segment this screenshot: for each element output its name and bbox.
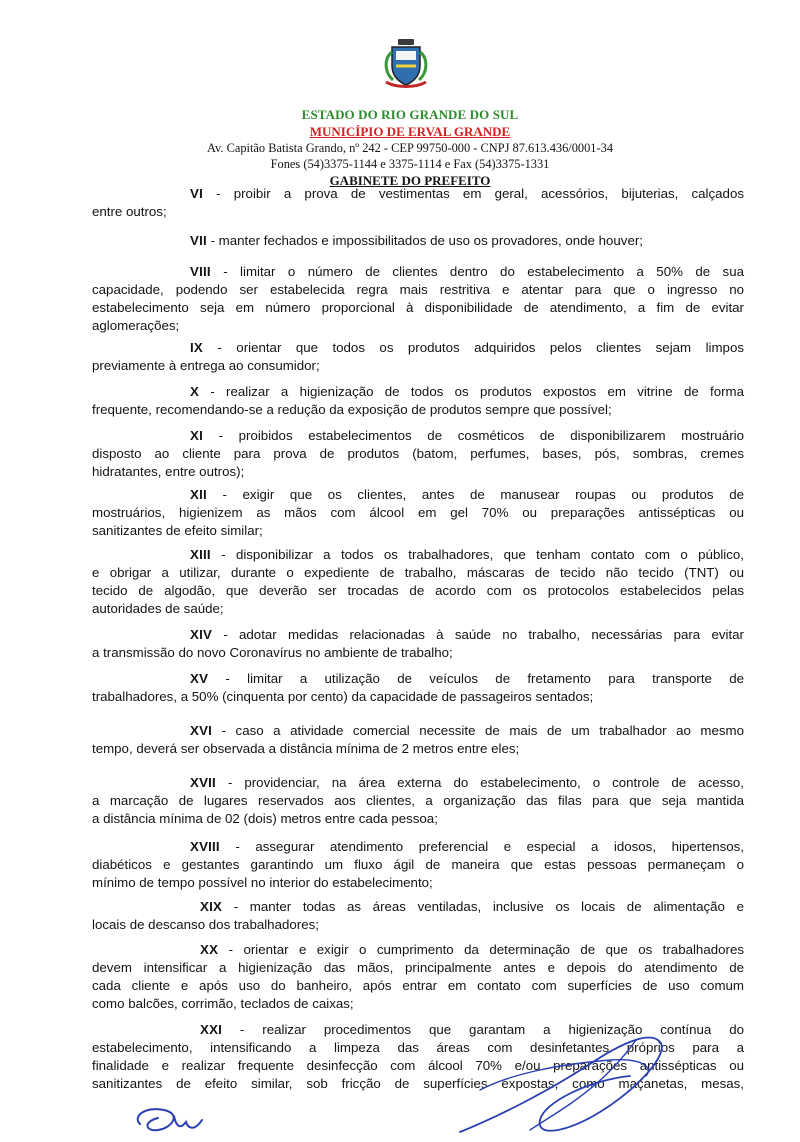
clause-number: IX bbox=[190, 340, 203, 355]
clause-text-line: a distância mínima de 02 (dois) metros entre cada pessoa; bbox=[92, 811, 438, 826]
clause-text-line: entre outros; bbox=[92, 204, 167, 219]
clause-text-line: - manter todas as áreas ventiladas, inclusive os locais de alimentação e bbox=[233, 899, 744, 914]
clause-text-line: a marcação de lugares reservados aos clientes, a organização das filas para que seja mantida bbox=[92, 793, 744, 808]
clause-number: XVIII bbox=[190, 839, 220, 854]
clause-number: XVI bbox=[190, 723, 213, 738]
clause-paragraph bbox=[92, 383, 744, 419]
clause-number: XV bbox=[190, 671, 209, 686]
clause-text-line: e obrigar a utilizar, durante o expediente de trabalho, máscaras de tecido não tecido (TNT) ou bbox=[92, 565, 744, 580]
clause-paragraph bbox=[92, 838, 744, 892]
clause-paragraph bbox=[92, 722, 744, 758]
clause-paragraph bbox=[92, 427, 744, 481]
clause-text-line: - orientar e exigir o cumprimento da determinação de que os trabalhadores bbox=[228, 942, 744, 957]
clause-text-line: frequente, recomendando-se a redução da exposição de produtos sempre que possível; bbox=[92, 402, 612, 417]
clause-text-line: - limitar o número de clientes dentro do estabelecimento a 50% de sua bbox=[223, 264, 744, 279]
clause-number: XII bbox=[190, 487, 207, 502]
clause-number: XXI bbox=[200, 1022, 223, 1037]
clause-paragraph bbox=[92, 339, 744, 375]
clause-number: XIX bbox=[200, 899, 223, 914]
clause-text-line: tempo, deverá ser observada a distância mínima de 2 metros entre eles; bbox=[92, 741, 520, 756]
clause-paragraph bbox=[92, 626, 744, 662]
clause-paragraph bbox=[92, 774, 744, 828]
clause-text-line: tecido de algodão, que deverão ser trocadas de acordo com os protocolos estabelecidos pelas bbox=[92, 583, 744, 598]
address-line: Av. Capitão Batista Grando, nº 242 - CEP 99750-000 - CNPJ 87.613.436/0001-34 bbox=[206, 141, 614, 155]
clause-text-line: previamente à entrega ao consumidor; bbox=[92, 358, 320, 373]
clause-text-line: disposto ao cliente para prova de produtos (batom, perfumes, bases, pós, sombras, cremes bbox=[92, 446, 744, 461]
clause-number: X bbox=[190, 384, 200, 399]
clause-text-line: estabelecimento seja em número proporcional à disponibilidade de atendimento, a fim de evitar bbox=[92, 300, 744, 315]
clause-number: VIII bbox=[190, 264, 211, 279]
clause-text-line: aglomerações; bbox=[92, 318, 180, 333]
clause-text-line: - realizar procedimentos que garantam a higienização contínua do bbox=[239, 1022, 744, 1037]
clause-text-line: sanitizantes de efeito similar, sob fricção de superfícies expostas, como maçanetas, mesas, bbox=[92, 1076, 744, 1091]
clause-paragraph bbox=[92, 670, 744, 706]
clause-paragraph bbox=[92, 486, 744, 540]
clause-paragraph bbox=[92, 546, 744, 618]
clause-number: XIV bbox=[190, 627, 213, 642]
clause-text-line: - assegurar atendimento preferencial e especial a idosos, hipertensos, bbox=[235, 839, 745, 854]
clause-text-line: sanitizantes de efeito similar; bbox=[92, 523, 263, 538]
clause-text-line: mínimo de tempo possível no interior do estabelecimento; bbox=[92, 875, 433, 890]
clause-text-line: estabelecimento, intensificando a limpeza das áreas com desinfetantes próprios para a bbox=[92, 1040, 744, 1055]
clause-number: XIII bbox=[190, 547, 211, 562]
clause-text-line: - providenciar, na área externa do estabelecimento, o controle de acesso, bbox=[227, 775, 744, 790]
clause-paragraph bbox=[92, 263, 744, 335]
clause-number: XI bbox=[190, 428, 203, 443]
clause-text-line: finalidade e realizar frequente desinfecção com álcool 70% e/ou preparações antissépticas ou bbox=[92, 1058, 744, 1073]
clause-number: XVII bbox=[190, 775, 216, 790]
clause-number: XX bbox=[200, 942, 219, 957]
clause-paragraph bbox=[92, 941, 744, 1013]
clause-text-line: autoridades de saúde; bbox=[92, 601, 224, 616]
clause-text-line: cada cliente e após uso do banheiro, após entrar em contato com superfícies de uso comum bbox=[92, 978, 744, 993]
clause-text-line: como balcões, corrimão, teclados de caixas; bbox=[92, 996, 354, 1011]
clause-text-line: a transmissão do novo Coronavírus no ambiente de trabalho; bbox=[92, 645, 453, 660]
clause-text-line: - caso a atividade comercial necessite de mais de um trabalhador ao mesmo bbox=[221, 723, 744, 738]
signature-initials bbox=[128, 1098, 228, 1142]
state-heading: ESTADO DO RIO GRANDE DO SUL bbox=[301, 107, 519, 122]
clause-text-line: - disponibilizar a todos os trabalhadores, que tenham contato com o público, bbox=[221, 547, 744, 562]
clause-text-line: - proibidos estabelecimentos de cosméticos de disponibilizarem mostruário bbox=[218, 428, 744, 443]
clause-text-line: trabalhadores, a 50% (cinquenta por cento) da capacidade de passageiros sentados; bbox=[92, 689, 594, 704]
clause-text-line: locais de descanso dos trabalhadores; bbox=[92, 917, 319, 932]
signature-mayor bbox=[440, 1020, 680, 1142]
clause-text-line: - adotar medidas relacionadas à saúde no trabalho, necessárias para evitar bbox=[223, 627, 744, 642]
clause-text-line: mostruários, higienizem as mãos com álcool em gel 70% ou preparações antissépticas ou bbox=[92, 505, 744, 520]
clause-paragraph bbox=[92, 185, 744, 221]
clause-text-line: - orientar que todos os produtos adquiridos pelos clientes sejam limpos bbox=[217, 340, 744, 355]
clause-text-line: - manter fechados e impossibilitados de uso os provadores, onde houver; bbox=[210, 233, 643, 248]
municipal-crest-icon bbox=[381, 38, 431, 90]
clause-text-line: - proibir a prova de vestimentas em geral, acessórios, bijuterias, calçados bbox=[216, 186, 744, 201]
clause-text-line: - realizar a higienização de todos os produtos expostos em vitrine de forma bbox=[210, 384, 744, 399]
clause-text-line: capacidade, podendo ser estabelecida regra mais restritiva e atentar para que o ingresso no bbox=[92, 282, 744, 297]
clause-text-line: hidratantes, entre outros); bbox=[92, 464, 245, 479]
clause-text-line: - exigir que os clientes, antes de manusear roupas ou produtos de bbox=[222, 487, 744, 502]
clause-paragraph bbox=[92, 232, 744, 250]
clause-text-line: - limitar a utilização de veículos de fretamento para transporte de bbox=[225, 671, 744, 686]
clause-text-line: diabéticos e gestantes garantindo um fluxo ágil de maneira que estas pessoas permaneçam o bbox=[92, 857, 744, 872]
municipality-heading: MUNICÍPIO DE ERVAL GRANDE bbox=[309, 124, 511, 139]
clause-number: VII bbox=[190, 233, 207, 248]
clause-paragraph bbox=[92, 898, 744, 934]
cabinet-heading: GABINETE DO PREFEITO bbox=[329, 173, 491, 188]
clause-number: VI bbox=[190, 186, 203, 201]
clause-text-line: devem intensificar a higienização das mãos, principalmente antes e depois do atendimento de bbox=[92, 960, 744, 975]
phones-line: Fones (54)3375-1144 e 3375-1114 e Fax (54)3375-1331 bbox=[270, 157, 550, 171]
